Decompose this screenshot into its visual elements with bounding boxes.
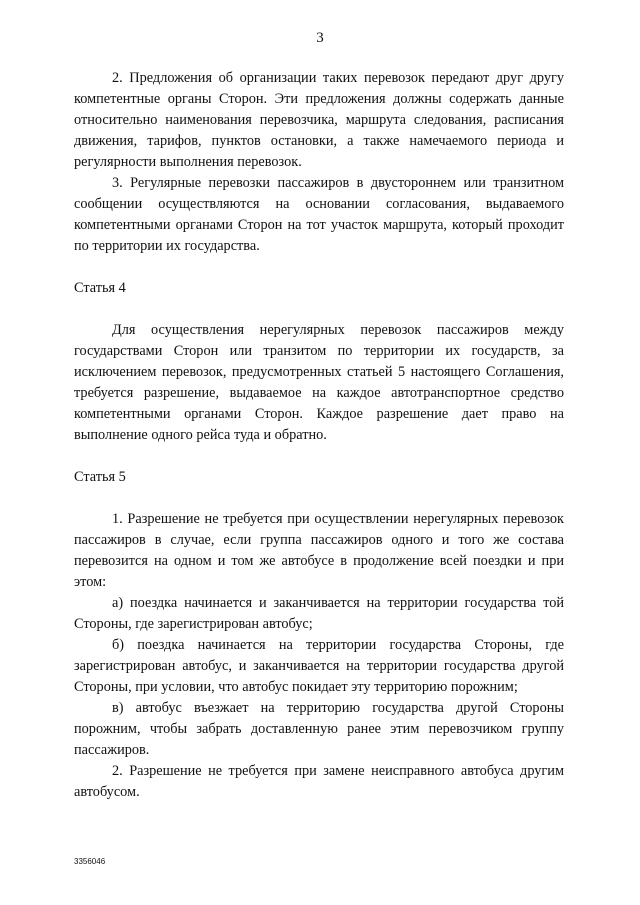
article-5-paragraph-1: 1. Разрешение не требуется при осуществлении нерегулярных перевозок пассажиров в случае, если группа пассажиров одного и того же состава перевозится на одном и том же автобусе в продолжение всей поездки и при этом:: [74, 511, 564, 590]
page-number: 3: [316, 30, 324, 46]
article-5-item-b: б) поездка начинается на территории государства Стороны, где зарегистрирован автобус, и заканчивается на территории государства другой Стороны, при условии, что автобус покидает эту территорию порожним;: [74, 637, 564, 695]
article-5-item-a: а) поездка начинается и заканчивается на территории государства той Стороны, где зарегистрирован автобус;: [74, 595, 564, 632]
article-4-paragraph: Для осуществления нерегулярных перевозок пассажиров между государствами Сторон или транзитом по территории их государств, за исключением перевозок, предусмотренных статьей 5 настоящего Соглашения, требуется разрешение, выдаваемое на каждое автотранспортное средство компетентными органами Сторон. Каждое разрешение дает право на выполнение одного рейса туда и обратно.: [74, 322, 564, 443]
article-5-heading: Статья 5: [74, 469, 126, 485]
document-body: [74, 68, 564, 803]
article-5-paragraph-2: 2. Разрешение не требуется при замене неисправного автобуса другим автобусом.: [74, 763, 564, 800]
paragraph-2: 2. Предложения об организации таких перевозок передают друг другу компетентные органы Сторон. Эти предложения должны содержать данные относительно наименования перевозчика, маршрута следования, расписания движения, тарифов, пунктов остановки, а также намечаемого периода и регулярности выполнения перевозок.: [74, 70, 564, 170]
paragraph-3: 3. Регулярные перевозки пассажиров в двустороннем или транзитном сообщении осуществляются на основании согласования, выдаваемого компетентными органами Сторон на тот участок маршрута, который проходит по территории их государства.: [74, 175, 564, 254]
article-5-item-v: в) автобус въезжает на территорию государства другой Стороны порожним, чтобы забрать доставленную ранее этим перевозчиком группу пассажиров.: [74, 700, 564, 758]
document-id: 3356046: [74, 857, 106, 866]
article-4-heading: Статья 4: [74, 280, 126, 296]
